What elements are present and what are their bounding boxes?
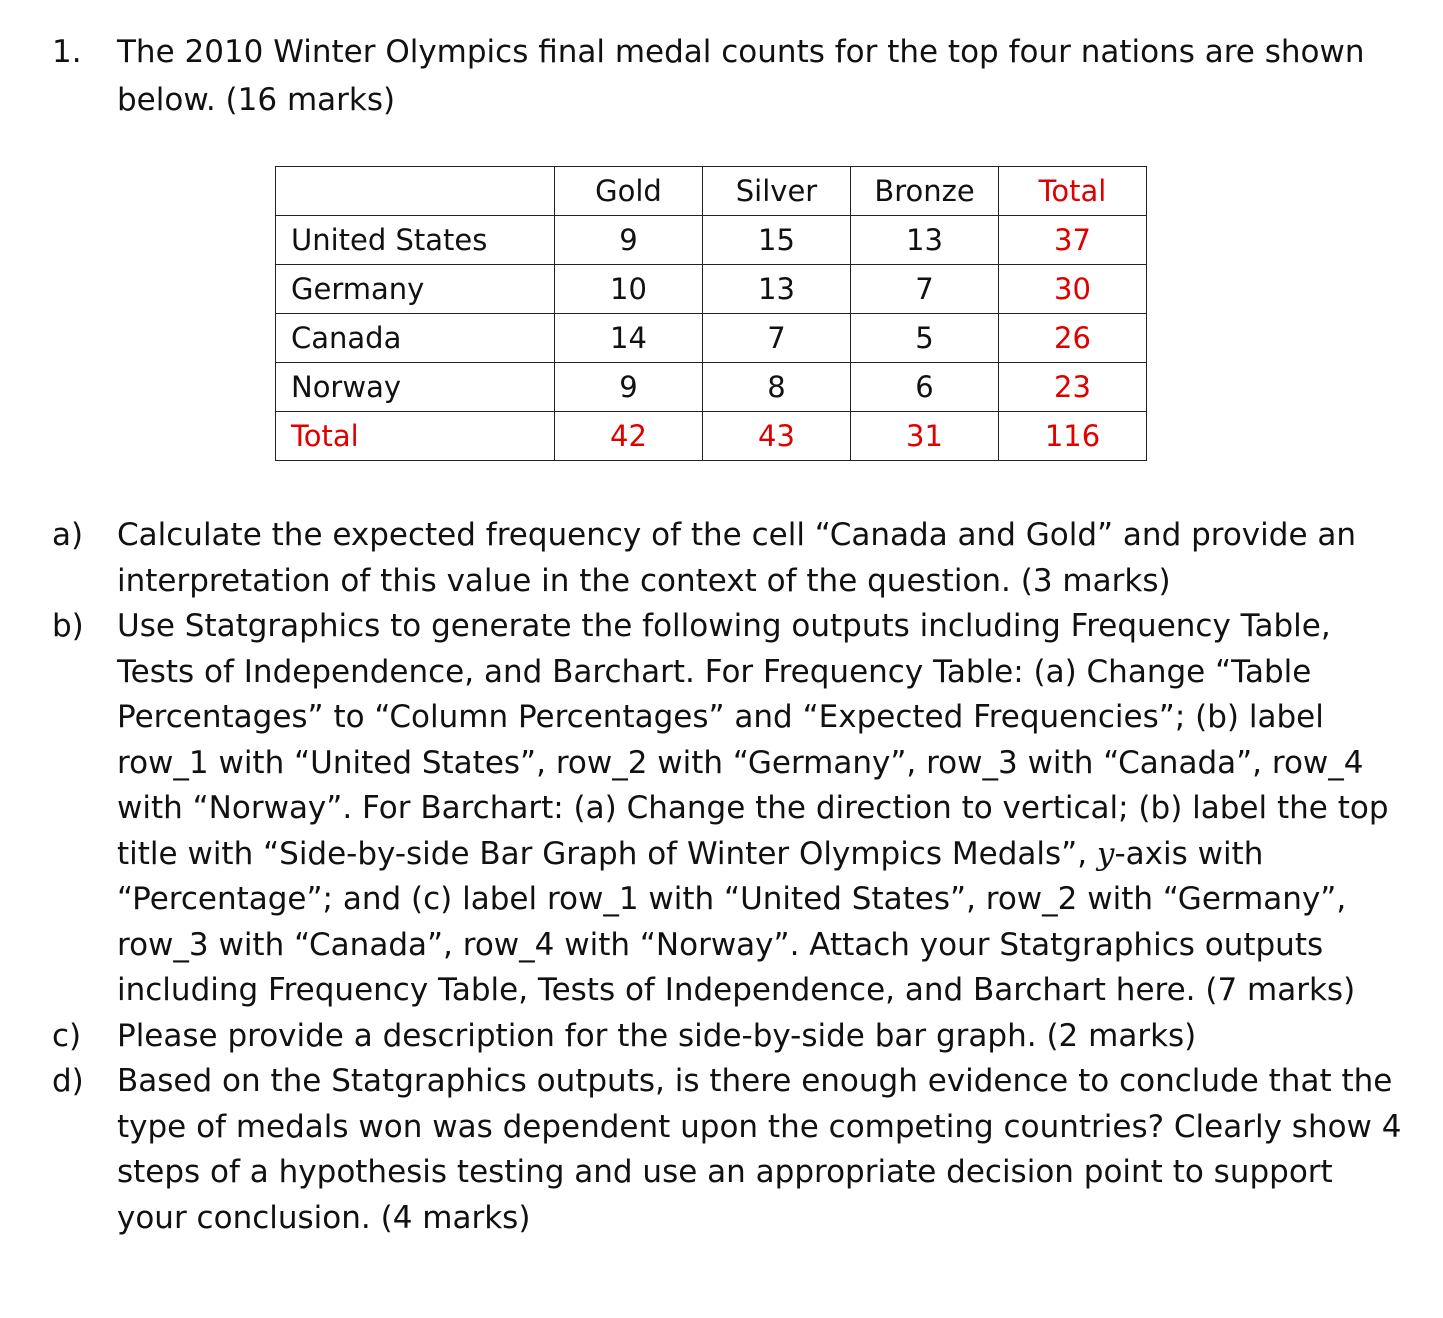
- part-b-label: b): [52, 608, 84, 644]
- bronze-cell: 13: [851, 216, 999, 265]
- header-bronze: Bronze: [851, 167, 999, 216]
- header-blank: [276, 167, 555, 216]
- part-d-label: d): [52, 1063, 84, 1099]
- gold-total-cell: 42: [555, 412, 703, 461]
- total-label-cell: Total: [276, 412, 555, 461]
- nation-cell: Norway: [276, 363, 555, 412]
- part-a: [52, 513, 1412, 604]
- y-variable: y: [1096, 835, 1115, 872]
- header-gold: Gold: [555, 167, 703, 216]
- row-total-cell: 37: [999, 216, 1147, 265]
- part-c: [52, 1014, 1412, 1060]
- question-number: 1.: [52, 34, 82, 70]
- nation-cell: Canada: [276, 314, 555, 363]
- header-total: Total: [999, 167, 1147, 216]
- part-b-text-2: -axis with “Percentage”; and (c) label row_1 with “United States”, row_2 with “Germany”, row_3 with “Canada”, row_4 with “Norway”. Attach your Statgraphics outputs including Frequency Table, Tests of Independence, and Barchart here. (7 marks): [117, 835, 1356, 1008]
- table-row: [276, 363, 1147, 412]
- table-total-row: [276, 412, 1147, 461]
- silver-cell: 13: [703, 265, 851, 314]
- silver-total-cell: 43: [703, 412, 851, 461]
- grand-total-cell: 116: [999, 412, 1147, 461]
- bronze-cell: 5: [851, 314, 999, 363]
- table-row: [276, 216, 1147, 265]
- nation-cell: Germany: [276, 265, 555, 314]
- bronze-cell: 6: [851, 363, 999, 412]
- bronze-total-cell: 31: [851, 412, 999, 461]
- part-c-text: Please provide a description for the side-by-side bar graph. (2 marks): [117, 1017, 1197, 1054]
- nation-cell: United States: [276, 216, 555, 265]
- silver-cell: 15: [703, 216, 851, 265]
- part-b: [52, 604, 1412, 1014]
- bronze-cell: 7: [851, 265, 999, 314]
- medal-table: [275, 166, 1147, 461]
- part-d: [52, 1059, 1412, 1241]
- silver-cell: 7: [703, 314, 851, 363]
- part-b-text-1: Use Statgraphics to generate the following outputs including Frequency Table, Tests of Independence, and Barchart. For Frequency Table: (a) Change “Table Percentages” to “Column Percentages” and “Expected Frequencies”; (b) label row_1 with “United States”, row_2 with “Germany”, row_3 with “Canada”, row_4 with “Norway”. For Barchart: (a) Change the direction to vertical; (b) label the top title with “Side-by-side Bar Graph of Winter Olympics Medals”,: [117, 608, 1389, 872]
- gold-cell: 14: [555, 314, 703, 363]
- row-total-cell: 26: [999, 314, 1147, 363]
- question-parts: [52, 513, 1412, 1241]
- row-total-cell: 23: [999, 363, 1147, 412]
- row-total-cell: 30: [999, 265, 1147, 314]
- gold-cell: 10: [555, 265, 703, 314]
- question-text: The 2010 Winter Olympics final medal counts for the top four nations are shown below. (16 marks): [117, 34, 1365, 118]
- part-a-label: a): [52, 517, 84, 553]
- table-header-row: [276, 167, 1147, 216]
- gold-cell: 9: [555, 363, 703, 412]
- part-d-text: Based on the Statgraphics outputs, is there enough evidence to conclude that the type of medals won was dependent upon the competing countries? Clearly show 4 steps of a hypothesis testing and use an appropriate decision point to support your conclusion. (4 marks): [117, 1063, 1402, 1236]
- silver-cell: 8: [703, 363, 851, 412]
- table-row: [276, 314, 1147, 363]
- header-silver: Silver: [703, 167, 851, 216]
- part-a-text: Calculate the expected frequency of the cell “Canada and Gold” and provide an interpretation of this value in the context of the question. (3 marks): [117, 517, 1357, 599]
- table-row: [276, 265, 1147, 314]
- part-c-label: c): [52, 1017, 82, 1054]
- gold-cell: 9: [555, 216, 703, 265]
